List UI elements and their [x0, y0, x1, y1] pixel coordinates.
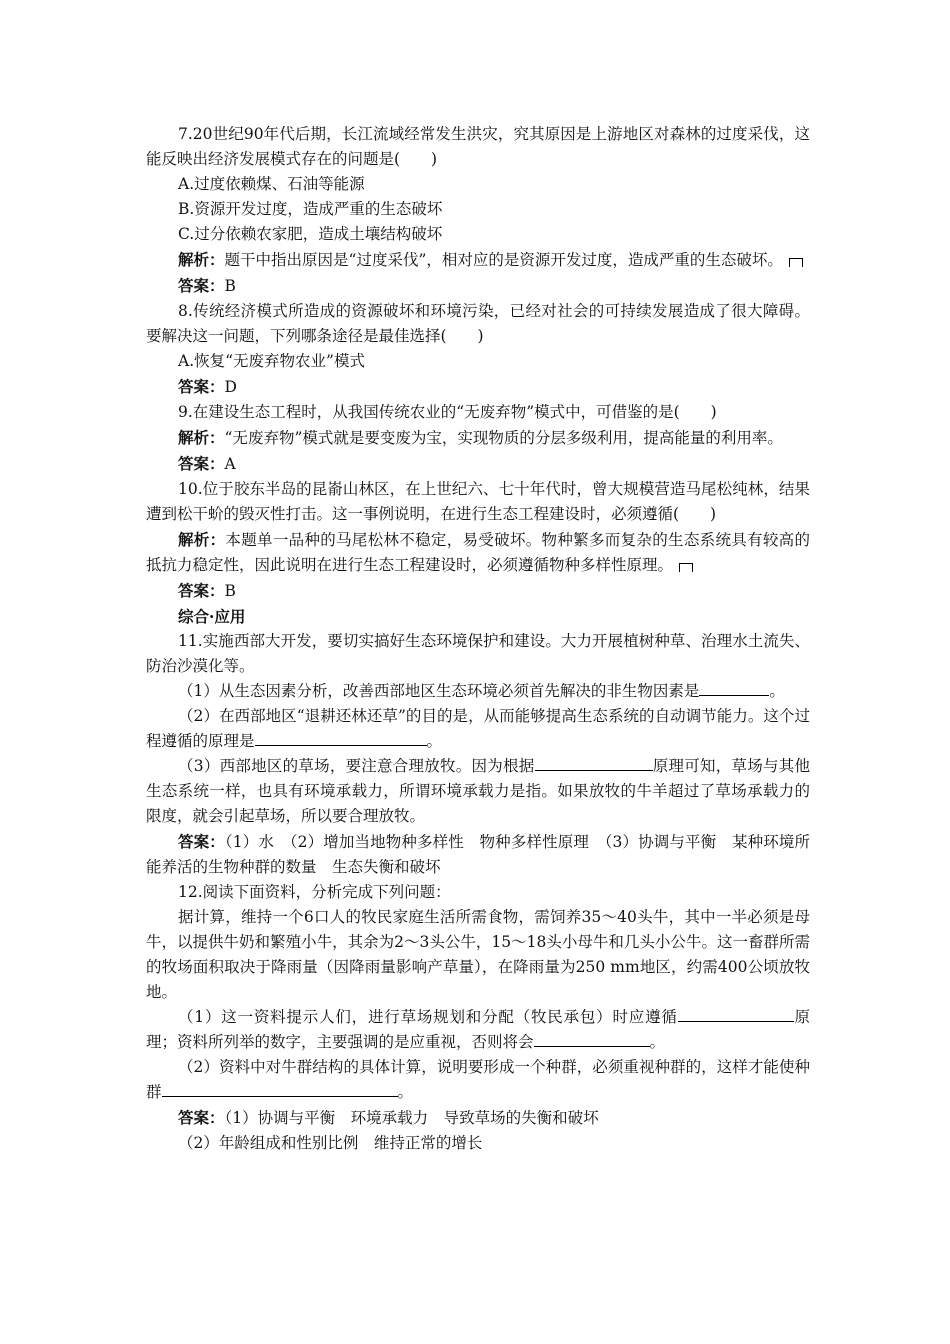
section-title: 综合·应用: [178, 607, 246, 626]
q7-option-a: A.过度依赖煤、石油等能源: [178, 175, 365, 193]
q8-answer-value: D: [224, 378, 237, 396]
q11-part1-text: （1）从生态因素分析，改善西部地区生态环境必须首先解决的非生物因素是: [178, 682, 700, 700]
q12-answer-value: （1）协调与平衡 环境承载力 导致草场的失衡和破坏: [224, 1109, 599, 1127]
q7-analysis-text: 题干中指出原因是“过度采伐”，相对应的是资源开发过度，造成严重的生态破坏。: [224, 251, 783, 269]
q12-part1: [146, 1005, 810, 1055]
q11-part3-text-b: 原理可知，草场与其他生态系统一样，也具有环境承载力，所谓环境承载力是指。如果放牧的牛羊超过了草场承载力的限度，就会引起草场，所以要合理放牧。: [146, 757, 810, 825]
q11-part1-end: 。: [769, 682, 785, 700]
analysis-label: 解析：: [178, 428, 225, 447]
q9-analysis-text: “无废弃物”模式就是要变废为宝，实现物质的分层多级利用，提高能量的利用率。: [224, 429, 783, 447]
q7-stem: 7.20世纪90年代后期，长江流域经常发生洪灾，究其原因是上游地区对森林的过度采伐，这能反映出经济发展模式存在的问题是( ): [146, 125, 810, 168]
q12-part2-text: （2）资料中对牛群结构的具体计算，说明要形成一个种群，必须重视种群的，这样才能使种群: [146, 1058, 810, 1101]
q9-answer: [146, 451, 810, 477]
analysis-label: 解析：: [178, 530, 226, 549]
q9-answer-value: A: [224, 455, 236, 473]
answer-label: 答案：: [178, 276, 225, 295]
q7-answer-value: B: [224, 277, 236, 295]
answer-blank[interactable]: [255, 729, 427, 746]
q7-option-c: C.过分依赖农家肥，造成土壤结构破坏: [178, 225, 443, 243]
q8-option-a: A.恢复“无废弃物农业”模式: [178, 352, 365, 370]
q12-stem: 12.阅读下面资料，分析完成下列问题：: [178, 883, 451, 901]
q10-analysis-text: 本题单一品种的马尾松林不稳定，易受破坏。物种繁多而复杂的生态系统具有较高的抵抗力稳定性，因此说明在进行生态工程建设时，必须遵循物种多样性原理。: [146, 531, 810, 574]
answer-label: 答案：: [178, 377, 225, 396]
q9-stem: 9.在建设生态工程时，从我国传统农业的“无废弃物”模式中，可借鉴的是( ): [178, 403, 717, 421]
q12-part1-text-a: （1）这一资料提示人们，进行草场规划和分配（牧民承包）时应遵循: [178, 1008, 678, 1026]
bracket-mark-icon: [679, 563, 693, 572]
q11-part1: [146, 679, 810, 704]
q8-stem: 8.传统经济模式所造成的资源破坏和环境污染，已经对社会的可持续发展造成了很大障碍。要解决这一问题，下列哪条途径是最佳选择( ): [146, 302, 810, 345]
q9-analysis: [146, 425, 810, 451]
q11-stem: 11.实施西部大开发，要切实搞好生态环境保护和建设。大力开展植树种草、治理水土流失、防治沙漠化等。: [146, 632, 810, 675]
answer-label: 答案：: [178, 454, 225, 473]
answer-blank[interactable]: [162, 1080, 398, 1097]
q10-answer: [146, 578, 810, 604]
answer-blank[interactable]: [678, 1005, 794, 1022]
q11-part2-end: 。: [426, 732, 443, 750]
q12-part1-text-b: 原理；资料所列举的数字，主要强调的是应重视，否则将会: [146, 1008, 810, 1051]
q7-answer: [146, 273, 810, 299]
q11-part3-text-a: （3）西部地区的草场，要注意合理放牧。因为根据: [178, 757, 535, 775]
q11-answer-value: （1）水 （2）增加当地物种多样性 物种多样性原理 （3）协调与平衡 某种环境所能养活的生物种群的数量 生态失衡和破坏: [146, 833, 810, 876]
q12-part1-end: 。: [649, 1033, 666, 1051]
q12-part2-end: 。: [397, 1083, 414, 1101]
bracket-mark-icon: [789, 258, 803, 267]
q11-part2: [146, 704, 810, 754]
answer-blank[interactable]: [534, 1030, 650, 1047]
q7-analysis: [146, 247, 810, 273]
q12-answer: [146, 1105, 810, 1131]
q10-stem: 10.位于胶东半岛的昆嵛山林区，在上世纪六、七十年代时，曾大规模营造马尾松纯林，结果遭到松干蚧的毁灭性打击。这一事例说明，在进行生态工程建设时，必须遵循( ): [146, 480, 810, 523]
answer-blank[interactable]: [535, 754, 653, 771]
answer-label: 答案：: [178, 832, 225, 851]
answer-label: 答案：: [178, 581, 225, 600]
q12-material: 据计算，维持一个6口人的牧民家庭生活所需食物，需饲养35～40头牛，其中一半必须是母牛，以提供牛奶和繁殖小牛，其余为2～3头公牛，15～18头小母牛和几头小公牛。这一畜群所需的牧场面积取决于降雨量（因降雨量影响产草量），在降雨量为250 mm地区，约需400公顷放牧地。: [146, 908, 810, 1001]
answer-label: 答案：: [178, 1108, 225, 1127]
q12-part2: [146, 1055, 810, 1105]
document-page: [146, 122, 810, 1156]
q11-answer: [146, 829, 810, 880]
q10-analysis: [146, 527, 810, 578]
q11-part2-text: （2）在西部地区“退耕还林还草”的目的是，从而能够提高生态系统的自动调节能力。这个过程遵循的原理是: [146, 707, 810, 750]
q7-option-b: B.资源开发过度，造成严重的生态破坏: [178, 200, 443, 218]
q11-part3: [146, 754, 810, 829]
q8-answer: [146, 374, 810, 400]
q10-answer-value: B: [224, 582, 236, 600]
q12-answer-2: （2）年龄组成和性别比例 维持正常的增长: [178, 1134, 483, 1152]
answer-blank[interactable]: [699, 679, 769, 696]
analysis-label: 解析：: [178, 250, 225, 269]
